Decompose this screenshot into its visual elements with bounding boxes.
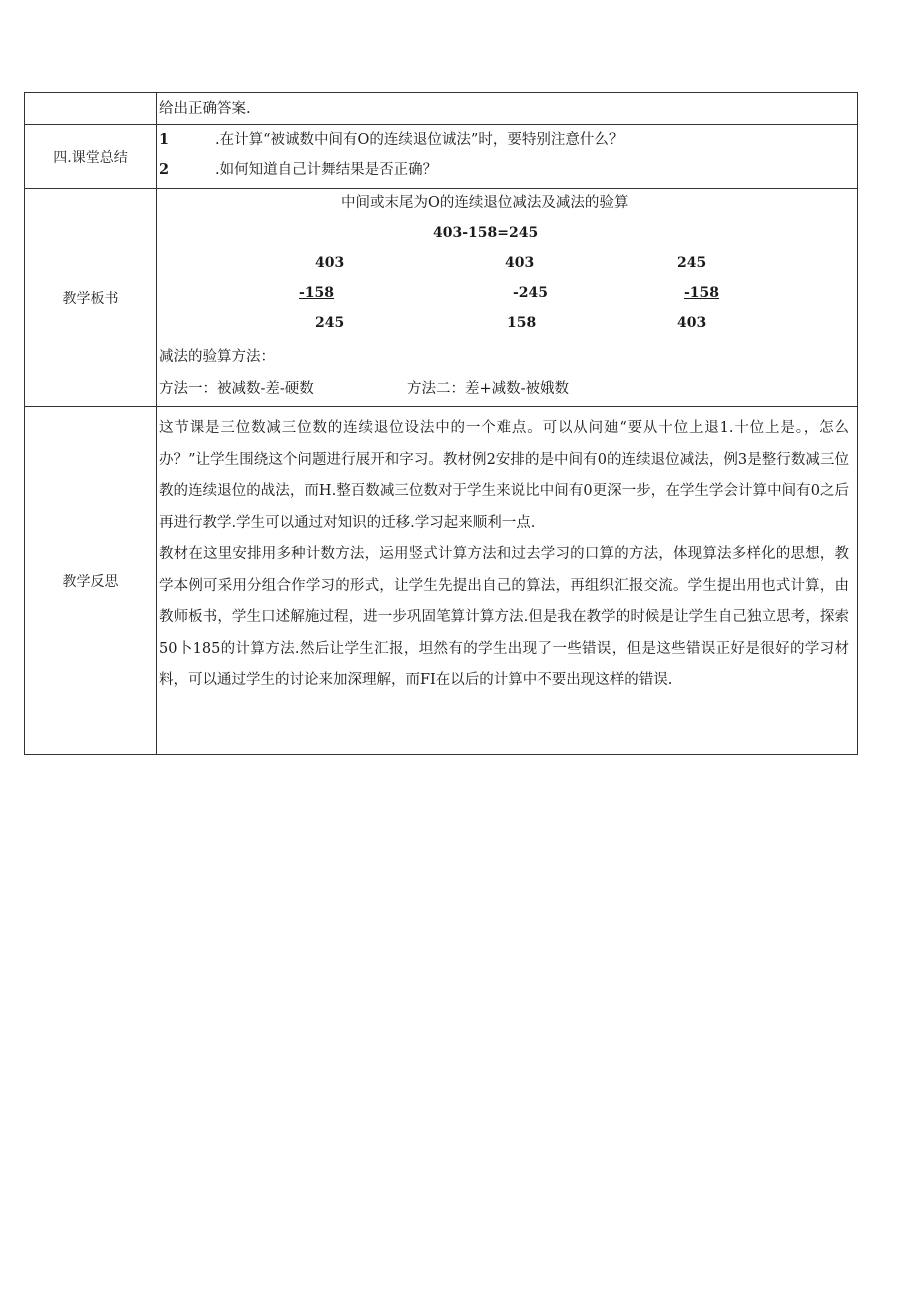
item-number: 2 <box>159 161 170 178</box>
method-two: 方法二：差+减数-被娥数 <box>407 381 570 397</box>
calc-3-minuend: 245 <box>677 255 707 271</box>
item-text: .在计算“被诚数中间有O的连续退位诚法”时，要特别注意什么？ <box>215 132 624 148</box>
summary-cell <box>157 125 858 189</box>
summary-item-1 <box>159 125 857 155</box>
board-title: 中间或末尾为O的连续退位减法及减法的验算 <box>341 195 629 211</box>
board-cell <box>157 189 858 407</box>
answer-text: 给出正确答案. <box>159 101 251 117</box>
reflection-text <box>157 407 857 701</box>
calc-1-minuend: 403 <box>315 255 345 271</box>
method-title: 减法的验算方法： <box>159 349 275 365</box>
reflection-label: 教学反思 <box>25 407 157 755</box>
reflection-paragraph-1: 这节课是三位数减三位数的连续退位设法中的一个难点。可以从问廸“要从十位上退1.十位上是。，怎么办？”让学生围绕这个问题进行展开和字习。教材例2安排的是中间有0的连续退位减法，例3是整行数减三位教的连续退位的战法，而H.整百数减三位数对于学生来说比中间有0更深一步，在学生学会计算中间有0之后再进行教学.学生可以通过对知识的迁移.学习起来顺利一点. <box>159 420 849 531</box>
calc-1-subtrahend: -158 <box>299 285 335 301</box>
lesson-table <box>24 92 858 755</box>
table-row <box>25 93 858 125</box>
reflection-paragraph-2: 教材在这里安排用多种计数方法，运用竖式计算方法和过去学习的口算的方法，体现算法多样化的思想，教学本例可采用分组合作学习的形式，让学生先提出自己的算法，再组织汇报交流。学生提出用也式计算，由教师板书，学生口述解施过程，进一步巩固笔算计算方法.但是我在教学的时候是让学生自己独立思考，探索50卜185的计算方法.然后让学生汇报，坦然有的学生出现了一些错误，但是这些错误正好是很好的学习材料，可以通过学生的讨论来加深理解，而FI在以后的计算中不要出现这样的错误. <box>159 546 849 688</box>
calc-2-result: 158 <box>507 315 537 331</box>
calc-3-result: 403 <box>677 315 707 331</box>
table-row <box>25 189 858 407</box>
board-equation: 403-158=245 <box>433 225 539 241</box>
answer-cell <box>157 93 858 125</box>
summary-label: 四.课堂总结 <box>25 125 157 189</box>
board-label: 教学板书 <box>25 189 157 407</box>
calc-2-minuend: 403 <box>505 255 535 271</box>
table-row <box>25 407 858 755</box>
item-text: .如何知道自己计舞结果是否正确？ <box>215 162 438 178</box>
calc-2-subtrahend: -245 <box>513 285 549 301</box>
calc-1-result: 245 <box>315 315 345 331</box>
row-label-empty <box>25 93 157 125</box>
summary-item-2 <box>159 155 857 185</box>
item-number: 1 <box>159 131 170 148</box>
reflection-cell <box>157 407 858 755</box>
method-one: 方法一：被减数-差-硬数 <box>159 381 314 397</box>
calc-3-subtrahend: -158 <box>684 285 720 301</box>
table-row <box>25 125 858 189</box>
